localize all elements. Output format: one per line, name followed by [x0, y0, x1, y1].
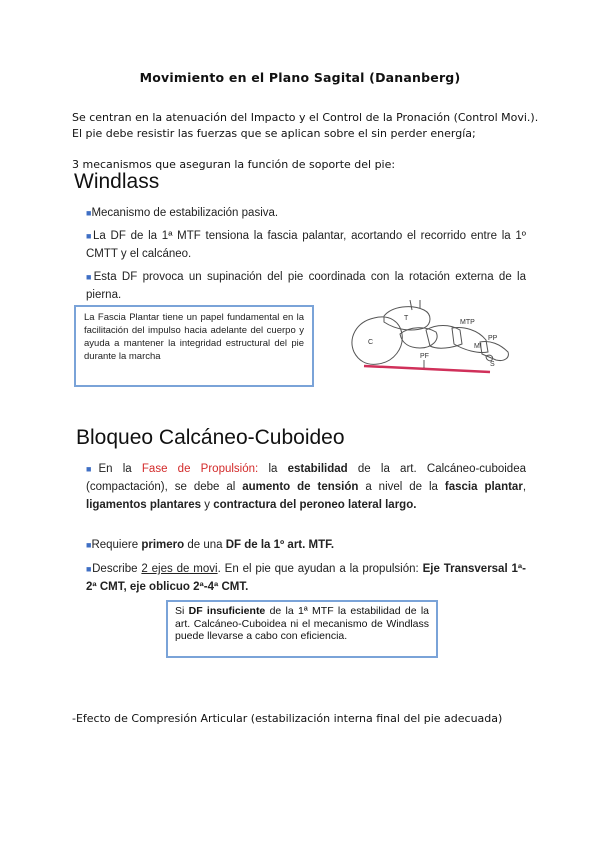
windlass-bullet-1-text: Mecanismo de estabilización pasiva.	[91, 207, 279, 219]
fascia-plantar-note: La Fascia Plantar tiene un papel fundamental en la facilitación del impulso hacia adelante del cuerpo y ayuda a mantener la integridad estructural del pie durante la marcha	[74, 305, 314, 387]
b1-bold-4: ligamentos plantares	[86, 499, 202, 511]
page-title: Movimiento en el Plano Sagital (Dananberg)	[139, 70, 461, 85]
b1-text-1: En la	[98, 463, 142, 475]
plantar-fascia-line	[364, 366, 490, 372]
windlass-bullet-2	[86, 227, 526, 263]
tibia-bone	[410, 300, 420, 310]
windlass-bullet-3	[86, 268, 526, 304]
box2-text-2: de la 1ª MTF la estabilidad de la art. Calcáneo-Cuboidea ni el mecanismo de Windlass puede llevarse a cabo con eficiencia.	[175, 605, 429, 642]
label-mtp: MTP	[460, 319, 475, 326]
box2-text-1: Si	[175, 605, 189, 617]
b1-text-3: de la art. Calcáneo-cuboidea (compactación), se debe al	[86, 463, 526, 493]
navicular-bone	[400, 328, 437, 348]
bullet-square-icon: ■	[86, 208, 92, 218]
closing-line: -Efecto de Compresión Articular (estabilización interna final del pie adecuada)	[72, 712, 503, 725]
b1-text-4: a nivel de la	[358, 481, 445, 493]
b2-text-1: Requiere	[91, 539, 142, 551]
label-mi: MI	[474, 343, 482, 350]
label-c: C	[368, 339, 374, 346]
b1-text-2: la	[258, 463, 288, 475]
windlass-heading: Windlass	[74, 170, 160, 193]
windlass-bullet-2-text: La DF de la 1ª MTF tensiona la fascia palantar, acortando el recorrido entre la 1º CMTT y el calcáneo.	[86, 230, 526, 260]
calcaneus-bone	[352, 317, 402, 364]
b2-text-2: de una	[184, 539, 226, 551]
bullet-square-icon: ■	[86, 231, 93, 241]
b3-text-2: . En el pie que ayudan a la propulsión:	[217, 563, 423, 575]
label-pp: PP	[488, 335, 498, 342]
b3-bold-1: Eje Transversal 1ª- 2ª CMT, eje oblicuo 2ª-4ª CMT.	[86, 563, 527, 593]
windlass-bullet-1	[86, 204, 526, 222]
b3-underline: 2 ejes de movi	[141, 563, 218, 575]
intro-line-1: Se centran en la atenuación del Impacto y el Control de la Pronación (Control Movi.).	[72, 111, 539, 124]
label-pf: PF	[420, 353, 429, 360]
label-t: T	[404, 315, 409, 322]
bullet-square-icon: ■	[86, 464, 99, 474]
b2-bold-1: primero	[141, 539, 185, 551]
phalanx-bones	[480, 341, 508, 360]
foot-skeleton-diagram	[340, 300, 520, 380]
windlass-bullet-3-text: Esta DF provoca un supinación del pie coordinada con la rotación externa de la pierna.	[86, 271, 527, 301]
b1-bold-2: aumento de tensión	[242, 481, 359, 493]
bullet-square-icon: ■	[86, 564, 93, 574]
b1-bold-3: fascia plantar	[444, 481, 523, 493]
bloqueo-bullet-3	[86, 560, 526, 596]
box2-bold-1: DF insuficiente	[188, 605, 266, 617]
b1-text-5: ,	[522, 481, 527, 493]
bullet-square-icon: ■	[86, 540, 92, 550]
intro-paragraph	[72, 110, 542, 142]
bloqueo-bullet-2	[86, 536, 526, 554]
label-s: S	[490, 361, 495, 368]
df-insuficiente-note	[166, 600, 438, 658]
b1-bold-5: contractura del peroneo lateral largo.	[213, 499, 417, 511]
b1-bold-1: estabilidad	[287, 463, 348, 475]
bloqueo-heading: Bloqueo Calcáneo-Cuboideo	[76, 426, 345, 449]
b2-bold-2: DF de la 1º art. MTF.	[225, 539, 335, 551]
metatarsal-bones	[452, 328, 488, 353]
mechanisms-intro: 3 mecanismos que aseguran la función de soporte del pie:	[72, 158, 396, 171]
fase-propulsion-highlight: Fase de Propulsión:	[141, 463, 259, 475]
b3-text-1: Describe	[92, 563, 142, 575]
bullet-square-icon: ■	[86, 272, 94, 282]
bloqueo-bullet-1	[86, 460, 526, 514]
intro-line-2: El pie debe resistir las fuerzas que se aplican sobre el sin perder energía;	[72, 127, 476, 140]
b1-text-6: y	[201, 499, 214, 511]
